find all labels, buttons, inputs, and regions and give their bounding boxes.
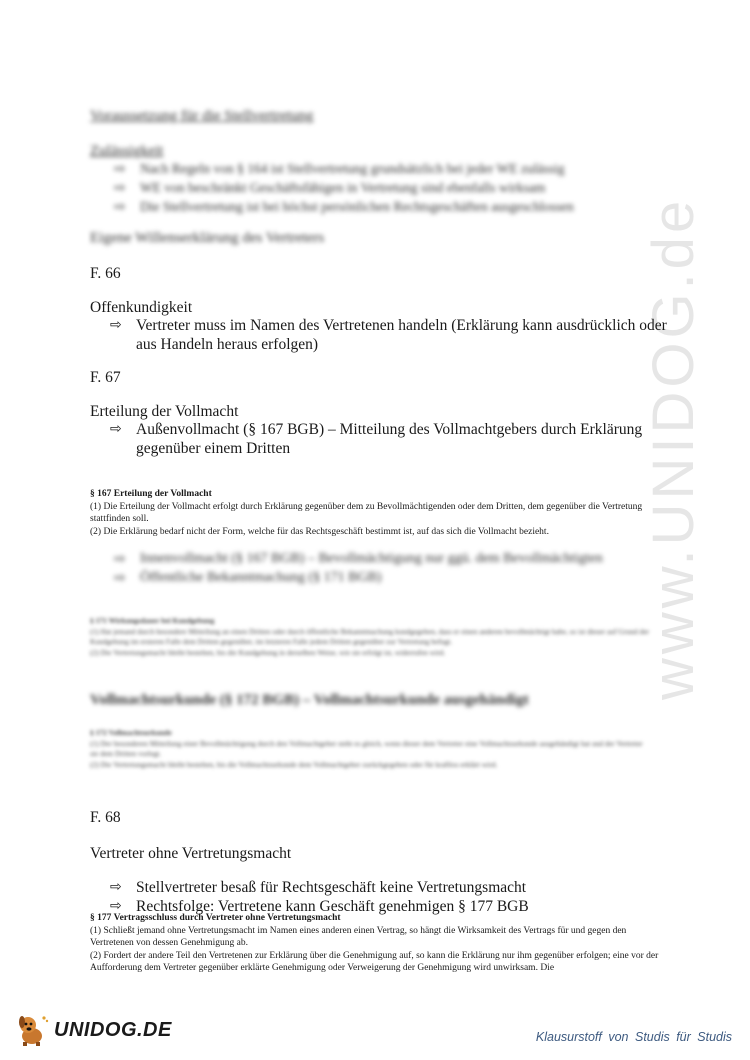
arrow-icon: ⇨ — [114, 199, 126, 215]
law-paragraph: (2) Fordert der andere Teil den Vertretenen zur Erklärung über die Genehmigung auf, so kann die Erklärung nur ihm gegenüber erfolgen; eine vor der Aufforderung dem Vertreter gegenüber erklärte Genehmigung oder Verweigerung der Genehmigung wird unwirksam. Die — [90, 950, 659, 973]
law-paragraph: (2) Die Erklärung bedarf nicht der Form, welche für das Rechtsgeschäft bestimmt ist, auf das sich die Vollmacht bezieht. — [90, 526, 549, 537]
law-paragraph: (1) Die Erteilung der Vollmacht erfolgt durch Erklärung gegenüber dem zu Bevollmächtigenden oder dem Dritten, dem gegenüber die Vertretung stattfinden soll. — [90, 501, 643, 524]
f68-list — [110, 878, 670, 916]
blurred-heading: Voraussetzung für die Stellvertretung — [90, 108, 314, 124]
blurred-list — [114, 160, 654, 217]
blurred-law-172: § 172 Vollmachtsurkunde (1) Der besonderen Mitteilung einer Bevollmächtigung durch den Vollmachtgeber steht es gleich, wenn dieser dem Vertreter eine Vollmachtsurkunde ausgehändigt hat und der Vertreter sie dem Dritten vorlegt. (2) Die Vertretungsmacht bleibt bestehen, bis die Vollmachtsurkunde dem Vollmachtgeber zurückgegeben oder für kraftlos erklärt wird. — [90, 728, 643, 769]
watermark: www.UNIDOG.de — [641, 196, 706, 700]
section-label-f67: F. 67 — [90, 369, 121, 386]
list-item: ⇨ Außenvollmacht (§ 167 BGB) – Mitteilung des Vollmachtgebers durch Erklärung gegenüber einem Dritten — [110, 421, 643, 457]
list-item: ⇨ Innenvollmacht (§ 167 BGB) – Bevollmächtigung nur ggü. dem Bevollmächtigten — [114, 551, 603, 567]
arrow-icon: ⇨ — [114, 551, 126, 567]
blurred-list-2 — [114, 550, 674, 588]
list-item: ⇨ WE von beschränkt Geschäftsfähigen in Vertretung sind ebenfalls wirksam — [114, 180, 546, 196]
f66-list — [110, 316, 670, 354]
arrow-icon: ⇨ — [114, 161, 126, 177]
list-item: ⇨ Vertreter muss im Namen des Vertretenen handeln (Erklärung kann ausdrücklich oder aus Handeln heraus erfolgen) — [110, 317, 667, 353]
blurred-heading-172: Vollmachtsurkunde (§ 172 BGB) – Vollmachtsurkunde ausgehändigt — [90, 692, 529, 708]
arrow-icon: ⇨ — [110, 421, 122, 437]
arrow-icon: ⇨ — [110, 898, 122, 914]
law-paragraph: (1) Schließt jemand ohne Vertretungsmacht im Namen eines anderen einen Vertrag, so hängt die Wirksamkeit des Vertrags für und gegen den Vertretenen von dessen Genehmigung ab. — [90, 925, 627, 948]
section-label-f68: F. 68 — [90, 809, 121, 826]
blurred-law-171: § 171 Wirkungsdauer bei Kundgebung (1) Hat jemand durch besondere Mitteilung an einen Dritten oder durch öffentliche Bekanntmachung kundgegeben, dass er einen anderen bevollmächtigt habe, so ist dieser auf Grund der Kundgebung im ersteren Falle dem Dritten gegenüber, im letzteren Falle jedem Dritten gegenüber zur Vertretung befugt. (2) Die Vertretungsmacht bleibt bestehen, bis die Kundgebung in derselben Weise, wie sie erfolgt ist, widerrufen wird. — [90, 616, 650, 657]
section-label-f66: F. 66 — [90, 265, 121, 282]
footer-logo[interactable] — [14, 1012, 172, 1048]
section-title-erteilung: Erteilung der Vollmacht — [90, 403, 239, 420]
law-title: § 177 Vertragsschluss durch Vertreter ohne Vertretungsmacht — [90, 913, 341, 923]
arrow-icon: ⇨ — [110, 879, 122, 895]
list-item: ⇨ Öffentliche Bekanntmachung (§ 171 BGB) — [114, 570, 382, 586]
arrow-icon: ⇨ — [110, 317, 122, 333]
arrow-icon: ⇨ — [114, 180, 126, 196]
logo-text: UNIDOG.DE — [54, 1018, 172, 1041]
list-item: ⇨ Rechtsfolge: Vertretene kann Geschäft genehmigen § 177 BGB — [110, 898, 529, 915]
law-177 — [90, 912, 660, 975]
f67-list — [110, 420, 670, 458]
footer-tagline: Klausurstoff von Studis für Studis — [535, 1030, 732, 1044]
blurred-section-heading: Eigene Willenserklärung des Vertreters — [90, 230, 325, 246]
blurred-subheading: Zulässigkeit — [90, 143, 164, 159]
law-167 — [90, 488, 650, 538]
dog-mascot-icon — [14, 1012, 50, 1048]
list-item: ⇨ Die Stellvertretung ist bei höchst persönlichen Rechtsgeschäften ausgeschlossen — [114, 199, 574, 215]
arrow-icon: ⇨ — [114, 570, 126, 586]
law-title: § 167 Erteilung der Vollmacht — [90, 489, 212, 499]
list-item: ⇨ Nach Regeln von § 164 ist Stellvertretung grundsätzlich bei jeder WE zulässig — [114, 161, 565, 177]
section-title-vertreter-ohne: Vertreter ohne Vertretungsmacht — [90, 845, 292, 862]
section-title-offenkundigkeit: Offenkundigkeit — [90, 299, 193, 316]
list-item: ⇨ Stellvertreter besaß für Rechtsgeschäft keine Vertretungsmacht — [110, 879, 527, 896]
